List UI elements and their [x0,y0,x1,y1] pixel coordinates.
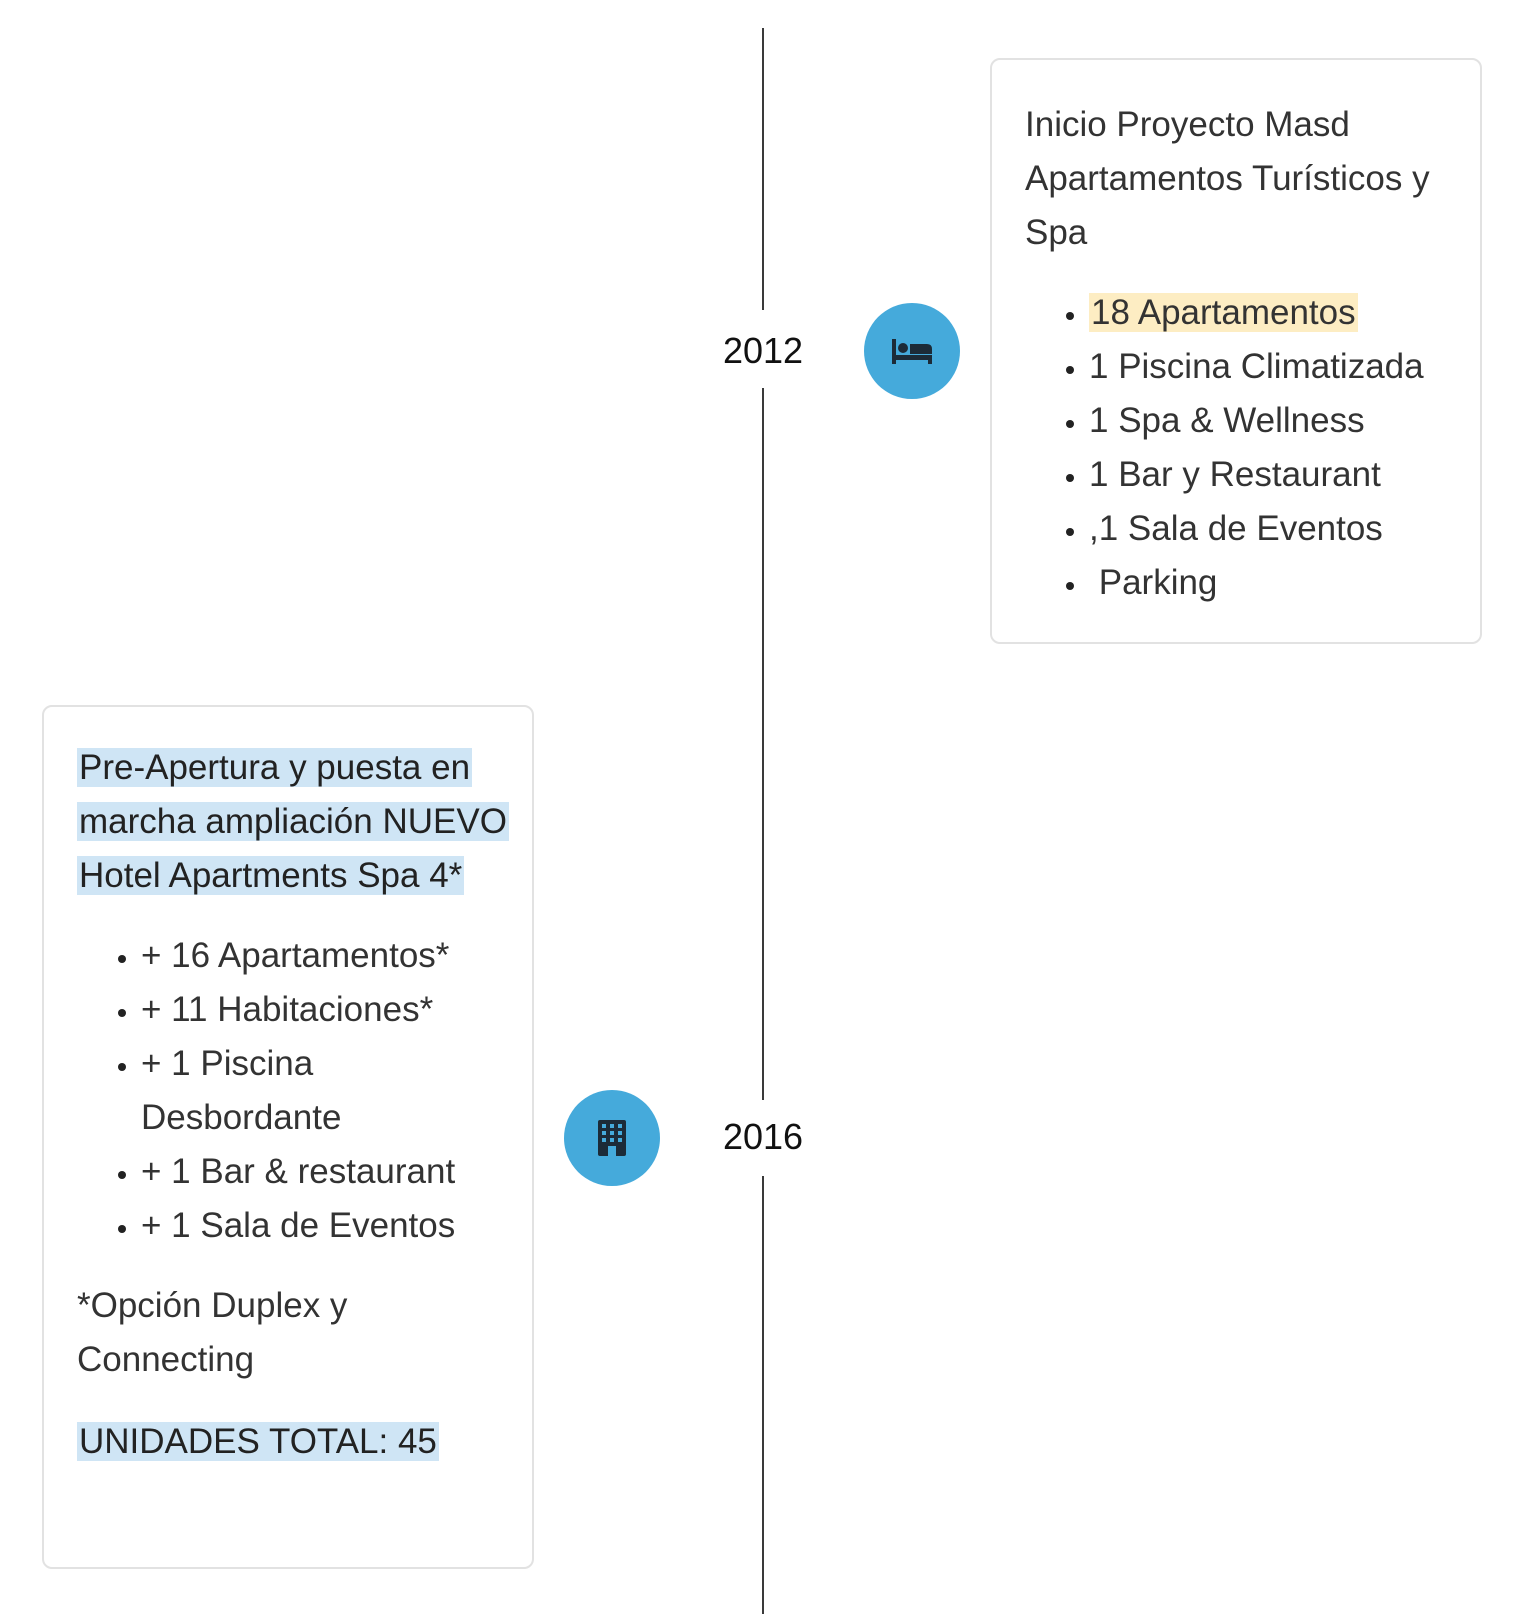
timeline-card-2012 [990,58,1482,644]
list-item: • Parking [1089,556,1460,610]
list-item: • 1 Piscina Climatizada [1089,340,1460,394]
bed-icon [890,336,934,366]
list-item [1089,286,1460,340]
footnote: *Opción Duplex y Connecting [77,1286,348,1379]
timeline-line [762,388,764,1100]
list-item: • ,1 Sala de Eventos [1089,502,1460,556]
card-title [77,741,512,903]
timeline-marker-2012 [864,303,960,399]
feature-list [1025,286,1460,610]
timeline-year-2016: 2016 [722,1116,804,1157]
list-item: • + 1 Piscina Desbordante [141,1037,512,1145]
feature-list [77,929,512,1253]
list-item: • 1 Spa & Wellness [1089,394,1460,448]
highlighted-text: Pre-Apertura y puesta en marcha ampliación NUEVO Hotel Apartments Spa 4* [79,748,507,895]
timeline-card-2016 [42,705,534,1569]
timeline-line [762,28,764,310]
units-total [77,1415,512,1469]
timeline-line [762,1176,764,1614]
card-title: Inicio Proyecto Masd Apartamentos Turísticos y Spa [1025,105,1430,252]
timeline-year-2012: 2012 [722,330,804,371]
building-icon [598,1120,626,1156]
timeline-marker-2016 [564,1090,660,1186]
list-item: • + 1 Bar & restaurant [141,1145,512,1199]
highlighted-text: UNIDADES TOTAL: 45 [79,1422,437,1461]
highlighted-text: 18 Apartamentos [1091,293,1356,332]
list-item: • + 11 Habitaciones* [141,983,512,1037]
list-item: • + 1 Sala de Eventos [141,1199,512,1253]
list-item: • + 16 Apartamentos* [141,929,512,983]
list-item: • 1 Bar y Restaurant [1089,448,1460,502]
